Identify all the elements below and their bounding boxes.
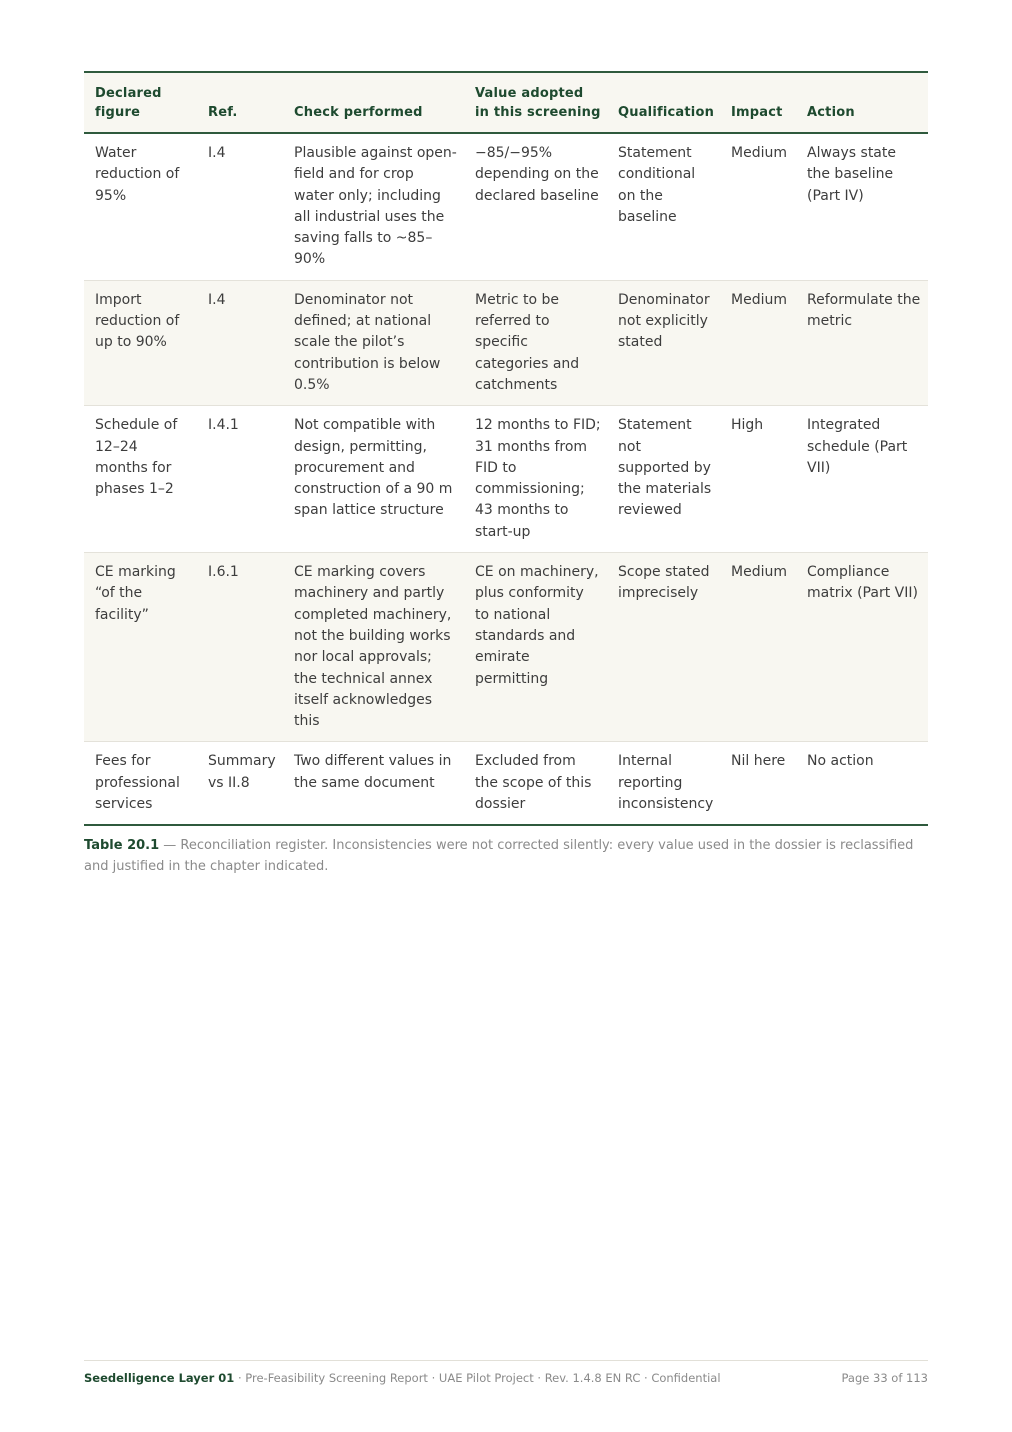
header-declared-figure: Declared figure xyxy=(84,72,197,133)
header-impact: Impact xyxy=(720,72,796,133)
table-row xyxy=(84,742,928,825)
table-body xyxy=(84,133,928,825)
cell-action: Integrated schedule (Part VII) xyxy=(796,406,928,553)
caption-text: — Reconciliation register. Inconsistencies were not corrected silently: every value used in the dossier is reclassified and justified in the chapter indicated. xyxy=(84,838,914,875)
cell-ref: I.4 xyxy=(197,133,283,280)
cell-impact: Medium xyxy=(720,280,796,405)
table-row xyxy=(84,553,928,742)
table-row xyxy=(84,280,928,405)
cell-declared-figure: Import reduction of up to 90% xyxy=(84,280,197,405)
header-value-adopted: Value adopted in this screening xyxy=(464,72,607,133)
cell-action: Compliance matrix (Part VII) xyxy=(796,553,928,742)
cell-qualification: Statement conditional on the baseline xyxy=(607,133,720,280)
cell-value-adopted: −85/−95% depending on the declared baseline xyxy=(464,133,607,280)
cell-impact: Medium xyxy=(720,133,796,280)
footer-brand: Seedelligence Layer 01 xyxy=(84,1371,235,1385)
cell-action: Reformulate the metric xyxy=(796,280,928,405)
cell-action: Always state the baseline (Part IV) xyxy=(796,133,928,280)
cell-declared-figure: Schedule of 12–24 months for phases 1–2 xyxy=(84,406,197,553)
cell-ref: I.4.1 xyxy=(197,406,283,553)
cell-impact: Nil here xyxy=(720,742,796,825)
cell-qualification: Internal reporting inconsistency xyxy=(607,742,720,825)
document-page xyxy=(84,71,928,877)
header-action: Action xyxy=(796,72,928,133)
cell-declared-figure: Water reduction of 95% xyxy=(84,133,197,280)
cell-declared-figure: CE marking “of the facility” xyxy=(84,553,197,742)
cell-qualification: Denominator not explicitly stated xyxy=(607,280,720,405)
cell-check-performed: Two different values in the same document xyxy=(283,742,464,825)
cell-value-adopted: Metric to be referred to specific categories and catchments xyxy=(464,280,607,405)
cell-value-adopted: CE on machinery, plus conformity to national standards and emirate permitting xyxy=(464,553,607,742)
cell-check-performed: Plausible against open-field and for crop water only; including all industrial uses the saving falls to ~85–90% xyxy=(283,133,464,280)
table-caption xyxy=(84,835,928,877)
cell-check-performed: Not compatible with design, permitting, procurement and construction of a 90 m span lattice structure xyxy=(283,406,464,553)
cell-impact: High xyxy=(720,406,796,553)
cell-ref: Summary vs II.8 xyxy=(197,742,283,825)
cell-value-adopted: Excluded from the scope of this dossier xyxy=(464,742,607,825)
cell-qualification: Statement not supported by the materials reviewed xyxy=(607,406,720,553)
table-header xyxy=(84,72,928,133)
cell-qualification: Scope stated imprecisely xyxy=(607,553,720,742)
header-ref: Ref. xyxy=(197,72,283,133)
table-row xyxy=(84,406,928,553)
footer-left xyxy=(84,1370,721,1386)
header-check-performed: Check performed xyxy=(283,72,464,133)
cell-declared-figure: Fees for professional services xyxy=(84,742,197,825)
footer-details: · Pre-Feasibility Screening Report · UAE Pilot Project · Rev. 1.4.8 EN RC · Confidential xyxy=(234,1371,721,1385)
reconciliation-register-table xyxy=(84,71,928,826)
cell-impact: Medium xyxy=(720,553,796,742)
footer-page-number: Page 33 of 113 xyxy=(841,1371,928,1385)
caption-label: Table 20.1 xyxy=(84,838,160,854)
cell-value-adopted: 12 months to FID; 31 months from FID to commissioning; 43 months to start-up xyxy=(464,406,607,553)
cell-ref: I.4 xyxy=(197,280,283,405)
cell-check-performed: Denominator not defined; at national scale the pilot’s contribution is below 0.5% xyxy=(283,280,464,405)
page-footer xyxy=(84,1360,928,1386)
cell-check-performed: CE marking covers machinery and partly completed machinery, not the building works nor local approvals; the technical annex itself acknowledges this xyxy=(283,553,464,742)
table-row xyxy=(84,133,928,280)
header-qualification: Qualification xyxy=(607,72,720,133)
header-row xyxy=(84,72,928,133)
cell-action: No action xyxy=(796,742,928,825)
cell-ref: I.6.1 xyxy=(197,553,283,742)
